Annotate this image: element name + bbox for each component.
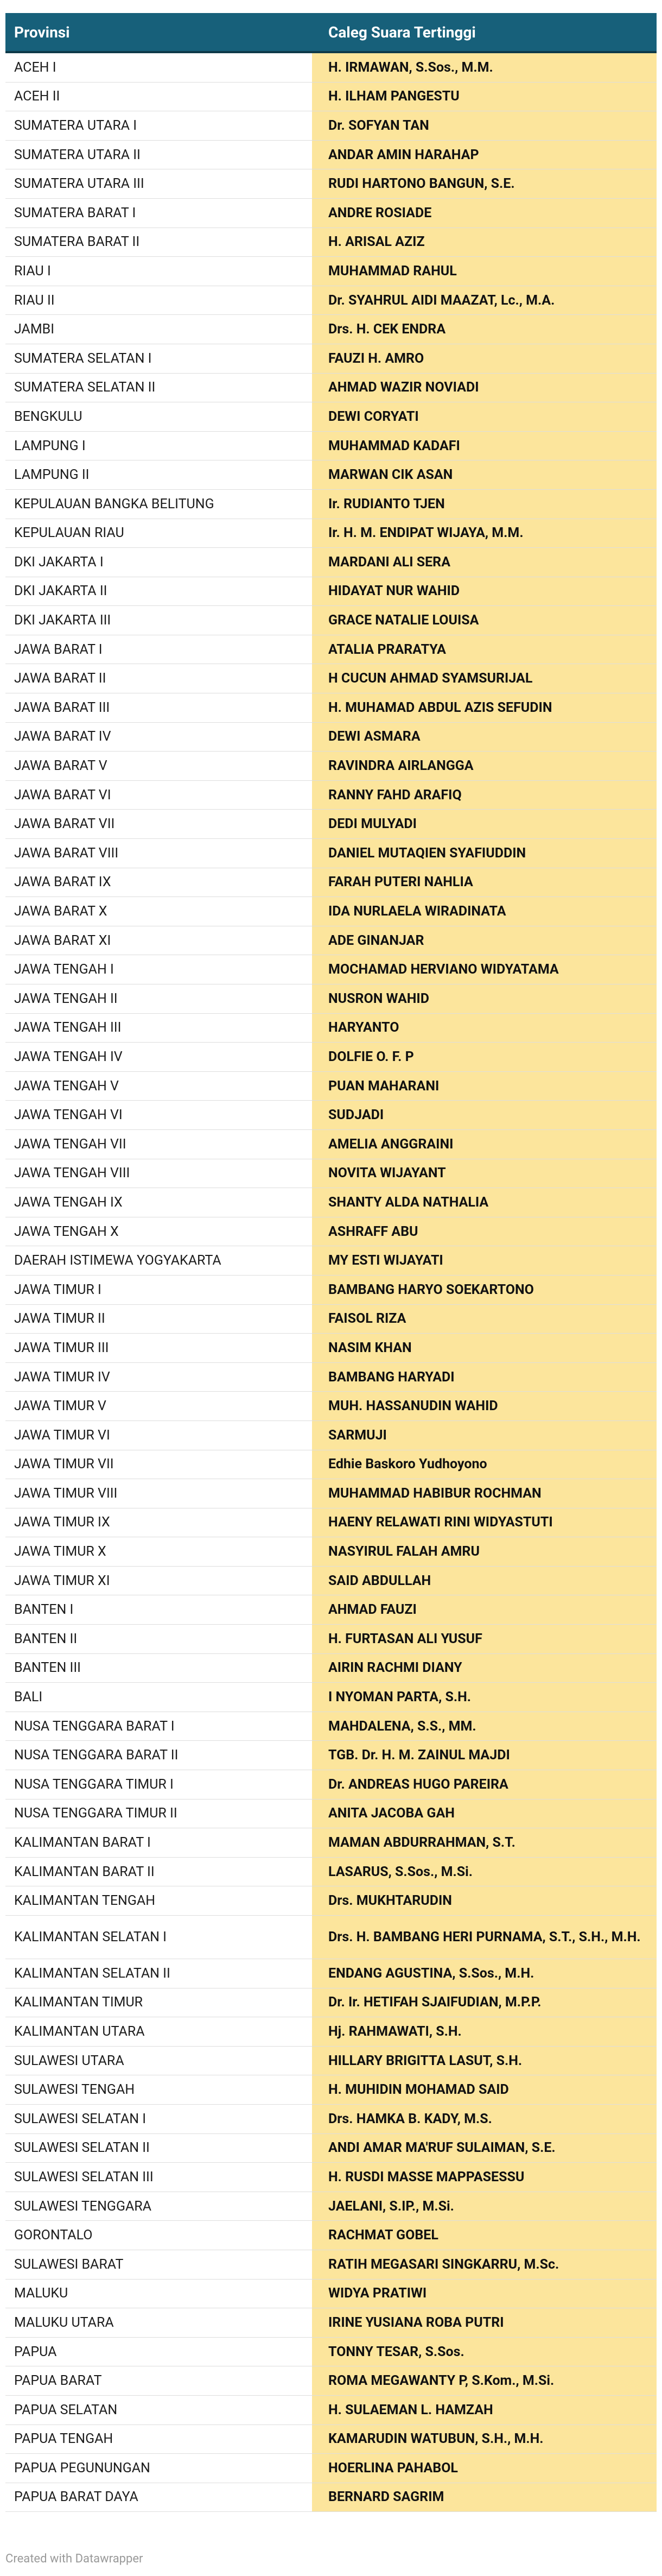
candidate-cell: MUHAMMAD KADAFI	[312, 432, 657, 460]
table-row	[5, 2134, 657, 2163]
table-row	[5, 1858, 657, 1887]
candidate-cell: MY ESTI WIJAYATI	[312, 1246, 657, 1275]
province-cell: JAWA TENGAH IX	[14, 1194, 123, 1210]
candidate-cell: SAID ABDULLAH	[312, 1567, 657, 1595]
province-cell: SULAWESI SELATAN I	[14, 2111, 147, 2127]
table-row	[5, 897, 657, 926]
province-cell: BANTEN II	[14, 1631, 78, 1647]
table-row	[5, 1421, 657, 1450]
candidate-cell: H. IRMAWAN, S.Sos., M.M.	[312, 53, 657, 82]
table-row	[5, 926, 657, 956]
candidate-cell: JAELANI, S.IP., M.Si.	[312, 2192, 657, 2221]
province-cell: JAWA TENGAH VII	[14, 1136, 126, 1152]
candidate-cell: TONNY TESAR, S.Sos.	[312, 2338, 657, 2366]
province-cell: JAWA TENGAH II	[14, 990, 118, 1007]
candidate-cell: Edhie Baskoro Yudhoyono	[312, 1450, 657, 1479]
table-row	[5, 1188, 657, 1217]
province-cell: KALIMANTAN UTARA	[14, 2023, 145, 2040]
province-cell: LAMPUNG I	[14, 438, 86, 454]
province-cell: JAWA TIMUR IX	[14, 1514, 110, 1531]
candidate-cell: NASIM KHAN	[312, 1334, 657, 1362]
table-row	[5, 548, 657, 577]
table-row	[5, 2454, 657, 2483]
table-row	[5, 2075, 657, 2105]
table-row	[5, 460, 657, 490]
province-cell: BANTEN I	[14, 1602, 74, 1618]
province-cell: SUMATERA UTARA III	[14, 176, 144, 192]
candidate-cell: AHMAD FAUZI	[312, 1595, 657, 1624]
candidate-cell: DEWI CORYATI	[312, 402, 657, 431]
table-row	[5, 1988, 657, 2018]
candidate-cell: H. ARISAL AZIZ	[312, 228, 657, 257]
province-cell: JAWA TIMUR VI	[14, 1427, 110, 1443]
province-cell: JAWA BARAT VI	[14, 787, 111, 803]
candidate-cell: H. SULAEMAN L. HAMZAH	[312, 2396, 657, 2425]
table-row	[5, 1246, 657, 1276]
province-cell: BANTEN III	[14, 1660, 81, 1676]
candidate-cell: H. FURTASAN ALI YUSUF	[312, 1625, 657, 1653]
province-cell: JAMBI	[14, 321, 55, 338]
table-row	[5, 141, 657, 170]
province-cell: JAWA TIMUR VII	[14, 1456, 114, 1473]
candidate-cell: MUHAMMAD HABIBUR ROCHMAN	[312, 1479, 657, 1508]
province-cell: KALIMANTAN SELATAN II	[14, 1965, 170, 1981]
candidate-cell: IDA NURLAELA WIRADINATA	[312, 897, 657, 926]
candidate-cell: H. RUSDI MASSE MAPPASESSU	[312, 2163, 657, 2192]
candidate-cell: MUHAMMAD RAHUL	[312, 257, 657, 286]
results-table	[5, 13, 657, 2512]
province-cell: NUSA TENGGARA TIMUR I	[14, 1776, 174, 1792]
candidate-cell: RAVINDRA AIRLANGGA	[312, 752, 657, 780]
table-row	[5, 1334, 657, 1363]
candidate-cell: ANDI AMAR MA'RUF SULAIMAN, S.E.	[312, 2134, 657, 2163]
candidate-cell: Dr. SOFYAN TAN	[312, 111, 657, 140]
province-cell: JAWA TIMUR VIII	[14, 1485, 118, 1501]
province-cell: JAWA TENGAH X	[14, 1223, 119, 1240]
candidate-cell: ADE GINANJAR	[312, 926, 657, 955]
province-cell: JAWA TENGAH IV	[14, 1049, 123, 1065]
table-row	[5, 2396, 657, 2425]
table-row	[5, 955, 657, 984]
province-cell: ACEH I	[14, 59, 56, 75]
candidate-cell: AIRIN RACHMI DIANY	[312, 1654, 657, 1683]
province-cell: DKI JAKARTA I	[14, 554, 104, 570]
table-row	[5, 693, 657, 723]
province-cell: JAWA BARAT VII	[14, 816, 115, 832]
province-cell: KEPULAUAN BANGKA BELITUNG	[14, 496, 214, 512]
table-body	[5, 53, 657, 2512]
province-cell: BALI	[14, 1689, 43, 1706]
table-row	[5, 1130, 657, 1159]
candidate-cell: FARAH PUTERI NAHLIA	[312, 868, 657, 897]
candidate-cell: ROMA MEGAWANTY P, S.Kom., M.Si.	[312, 2366, 657, 2395]
candidate-cell: ASHRAFF ABU	[312, 1217, 657, 1246]
table-row	[5, 2425, 657, 2454]
province-cell: JAWA TIMUR V	[14, 1398, 106, 1415]
candidate-cell: SARMUJI	[312, 1421, 657, 1450]
table-row	[5, 1654, 657, 1683]
province-cell: JAWA BARAT II	[14, 671, 106, 687]
province-cell: PAPUA TENGAH	[14, 2431, 113, 2447]
candidate-cell: AHMAD WAZIR NOVIADI	[312, 374, 657, 402]
candidate-cell: DOLFIE O. F. P	[312, 1043, 657, 1071]
table-row	[5, 2221, 657, 2250]
province-cell: KALIMANTAN SELATAN I	[14, 1929, 167, 1945]
table-row	[5, 402, 657, 432]
province-cell: PAPUA	[14, 2344, 57, 2360]
table-row	[5, 432, 657, 461]
table-row	[5, 490, 657, 519]
province-cell: SUMATERA BARAT I	[14, 205, 136, 221]
province-cell: MALUKU UTARA	[14, 2314, 114, 2331]
table-row	[5, 519, 657, 548]
candidate-cell: Drs. MUKHTARUDIN	[312, 1886, 657, 1915]
candidate-cell: PUAN MAHARANI	[312, 1072, 657, 1101]
province-cell: JAWA BARAT IX	[14, 874, 111, 891]
table-row	[5, 53, 657, 83]
candidate-cell: RUDI HARTONO BANGUN, S.E.	[312, 169, 657, 198]
candidate-cell: BAMBANG HARYO SOEKARTONO	[312, 1276, 657, 1304]
province-cell: RIAU II	[14, 292, 55, 308]
province-cell: NUSA TENGGARA BARAT II	[14, 1747, 179, 1764]
table-header	[5, 13, 657, 53]
province-cell: DKI JAKARTA II	[14, 583, 107, 599]
table-row	[5, 2483, 657, 2512]
province-cell: SUMATERA UTARA I	[14, 117, 137, 134]
province-cell: NUSA TENGGARA BARAT I	[14, 1718, 175, 1734]
candidate-cell: HAENY RELAWATI RINI WIDYASTUTI	[312, 1508, 657, 1537]
province-cell: SULAWESI TENGGARA	[14, 2198, 152, 2214]
province-cell: KALIMANTAN TIMUR	[14, 1994, 143, 2011]
table-row	[5, 606, 657, 635]
province-cell: KALIMANTAN TENGAH	[14, 1893, 156, 1909]
table-row	[5, 169, 657, 199]
table-row	[5, 2047, 657, 2076]
candidate-cell: BERNARD SAGRIM	[312, 2483, 657, 2512]
province-cell: SULAWESI UTARA	[14, 2053, 124, 2069]
province-cell: PAPUA PEGUNUNGAN	[14, 2460, 150, 2476]
table-row	[5, 635, 657, 665]
candidate-cell: DEDI MULYADI	[312, 810, 657, 838]
province-cell: JAWA BARAT IV	[14, 729, 111, 745]
candidate-cell: Ir. RUDIANTO TJEN	[312, 490, 657, 519]
table-row	[5, 723, 657, 752]
table-row	[5, 868, 657, 898]
candidate-cell: MARDANI ALI SERA	[312, 548, 657, 577]
candidate-cell: RATIH MEGASARI SINGKARRU, M.Sc.	[312, 2250, 657, 2279]
table-row	[5, 1712, 657, 1741]
table-row	[5, 2163, 657, 2192]
table-row	[5, 1828, 657, 1858]
candidate-cell: MAHDALENA, S.S., MM.	[312, 1712, 657, 1741]
province-cell: SULAWESI SELATAN III	[14, 2169, 154, 2185]
candidate-cell: HIDAYAT NUR WAHID	[312, 577, 657, 606]
table-row	[5, 1479, 657, 1508]
province-cell: NUSA TENGGARA TIMUR II	[14, 1805, 177, 1822]
candidate-cell: H. MUHIDIN MOHAMAD SAID	[312, 2075, 657, 2104]
province-cell: PAPUA BARAT	[14, 2373, 102, 2389]
candidate-cell: GRACE NATALIE LOUISA	[312, 606, 657, 635]
table-row	[5, 1625, 657, 1654]
table-row	[5, 1741, 657, 1770]
province-cell: JAWA TIMUR X	[14, 1544, 106, 1560]
candidate-cell: AMELIA ANGGRAINI	[312, 1130, 657, 1159]
candidate-cell: ANDRE ROSIADE	[312, 199, 657, 228]
table-row	[5, 2338, 657, 2367]
table-row	[5, 1770, 657, 1800]
candidate-cell: MUH. HASSANUDIN WAHID	[312, 1392, 657, 1420]
table-row	[5, 577, 657, 607]
table-row	[5, 344, 657, 374]
table-row	[5, 1508, 657, 1538]
province-cell: JAWA BARAT I	[14, 641, 103, 658]
candidate-cell: LASARUS, S.Sos., M.Si.	[312, 1858, 657, 1886]
table-row	[5, 781, 657, 810]
table-row	[5, 1886, 657, 1916]
header-caleg[interactable]: Caleg Suara Tertinggi	[328, 23, 476, 41]
province-cell: JAWA BARAT III	[14, 699, 110, 716]
table-row	[5, 1683, 657, 1712]
province-cell: SULAWESI BARAT	[14, 2256, 124, 2272]
province-cell: JAWA TENGAH V	[14, 1078, 119, 1094]
table-row	[5, 1043, 657, 1072]
table-row	[5, 374, 657, 403]
candidate-cell: H. MUHAMAD ABDUL AZIS SEFUDIN	[312, 693, 657, 722]
table-row	[5, 83, 657, 112]
province-cell: KALIMANTAN BARAT I	[14, 1835, 151, 1851]
province-cell: JAWA TENGAH VI	[14, 1107, 123, 1123]
province-cell: PAPUA BARAT DAYA	[14, 2489, 138, 2505]
table-row	[5, 984, 657, 1014]
table-row	[5, 1959, 657, 1988]
candidate-cell: SHANTY ALDA NATHALIA	[312, 1188, 657, 1217]
table-row	[5, 1595, 657, 1625]
table-row	[5, 286, 657, 315]
candidate-cell: DEWI ASMARA	[312, 723, 657, 752]
province-cell: PAPUA SELATAN	[14, 2402, 118, 2418]
table-row	[5, 1800, 657, 1829]
table-row	[5, 2250, 657, 2280]
table-row	[5, 1014, 657, 1043]
table-row	[5, 199, 657, 228]
province-cell: JAWA BARAT VIII	[14, 845, 119, 861]
province-cell: JAWA BARAT X	[14, 904, 107, 920]
candidate-cell: FAUZI H. AMRO	[312, 344, 657, 373]
province-cell: SULAWESI TENGAH	[14, 2082, 135, 2098]
table-row	[5, 228, 657, 257]
table-row	[5, 1305, 657, 1334]
province-cell: JAWA TENGAH I	[14, 962, 114, 978]
table-row	[5, 1450, 657, 1480]
table-row	[5, 257, 657, 286]
header-provinsi[interactable]: Provinsi	[14, 23, 70, 41]
candidate-cell: I NYOMAN PARTA, S.H.	[312, 1683, 657, 1712]
table-row	[5, 1363, 657, 1392]
candidate-cell: Dr. ANDREAS HUGO PAREIRA	[312, 1770, 657, 1799]
table-row	[5, 2280, 657, 2309]
candidate-cell: MAMAN ABDURRAHMAN, S.T.	[312, 1828, 657, 1857]
candidate-cell: IRINE YUSIANA ROBA PUTRI	[312, 2308, 657, 2337]
province-cell: SUMATERA BARAT II	[14, 234, 140, 250]
candidate-cell: HARYANTO	[312, 1014, 657, 1043]
table-row	[5, 1217, 657, 1247]
province-cell: JAWA TENGAH VIII	[14, 1165, 130, 1182]
table-row	[5, 1159, 657, 1189]
candidate-cell: TGB. Dr. H. M. ZAINUL MAJDI	[312, 1741, 657, 1770]
candidate-cell: RANNY FAHD ARAFIQ	[312, 781, 657, 810]
candidate-cell: HOERLINA PAHABOL	[312, 2454, 657, 2483]
candidate-cell: NOVITA WIJAYANT	[312, 1159, 657, 1188]
table-row	[5, 1567, 657, 1596]
table-row	[5, 2192, 657, 2221]
province-cell: RIAU I	[14, 263, 51, 279]
table-row	[5, 1101, 657, 1130]
province-cell: DAERAH ISTIMEWA YOGYAKARTA	[14, 1253, 221, 1269]
table-row	[5, 752, 657, 781]
table-row	[5, 2105, 657, 2134]
province-cell: SUMATERA SELATAN II	[14, 380, 156, 396]
table-row	[5, 664, 657, 693]
table-row	[5, 1392, 657, 1421]
candidate-cell: Drs. H. CEK ENDRA	[312, 315, 657, 344]
province-cell: BENGKULU	[14, 408, 82, 425]
candidate-cell: ENDANG AGUSTINA, S.Sos., M.H.	[312, 1959, 657, 1988]
table-row	[5, 1537, 657, 1567]
province-cell: SUMATERA UTARA II	[14, 147, 141, 163]
candidate-cell: WIDYA PRATIWI	[312, 2280, 657, 2308]
candidate-cell: Drs. HAMKA B. KADY, M.S.	[312, 2105, 657, 2133]
province-cell: SULAWESI SELATAN II	[14, 2140, 150, 2156]
province-cell: JAWA TIMUR III	[14, 1340, 109, 1356]
candidate-cell: Hj. RAHMAWATI, S.H.	[312, 2017, 657, 2046]
province-cell: JAWA TENGAH III	[14, 1020, 122, 1036]
candidate-cell: BAMBANG HARYADI	[312, 1363, 657, 1392]
province-cell: JAWA BARAT V	[14, 758, 107, 774]
candidate-cell: ANDAR AMIN HARAHAP	[312, 141, 657, 169]
table-row	[5, 315, 657, 344]
province-cell: KALIMANTAN BARAT II	[14, 1864, 155, 1880]
province-cell: KEPULAUAN RIAU	[14, 525, 124, 541]
table-row	[5, 1276, 657, 1305]
candidate-cell: RACHMAT GOBEL	[312, 2221, 657, 2250]
candidate-cell: DANIEL MUTAQIEN SYAFIUDDIN	[312, 839, 657, 868]
table-row	[5, 839, 657, 868]
candidate-cell: Drs. H. BAMBANG HERI PURNAMA, S.T., S.H., M.H.	[312, 1916, 657, 1959]
candidate-cell: MARWAN CIK ASAN	[312, 460, 657, 489]
candidate-cell: ATALIA PRARATYA	[312, 635, 657, 664]
candidate-cell: MOCHAMAD HERVIANO WIDYATAMA	[312, 955, 657, 984]
candidate-cell: H CUCUN AHMAD SYAMSURIJAL	[312, 664, 657, 693]
province-cell: ACEH II	[14, 89, 60, 105]
candidate-cell: SUDJADI	[312, 1101, 657, 1129]
candidate-cell: NASYIRUL FALAH AMRU	[312, 1537, 657, 1566]
province-cell: JAWA BARAT XI	[14, 932, 111, 949]
candidate-cell: FAISOL RIZA	[312, 1305, 657, 1334]
province-cell: JAWA TIMUR IV	[14, 1369, 110, 1385]
table-row	[5, 2308, 657, 2338]
table-row	[5, 1916, 657, 1959]
candidate-cell: ANITA JACOBA GAH	[312, 1800, 657, 1828]
province-cell: MALUKU	[14, 2285, 68, 2302]
candidate-cell: KAMARUDIN WATUBUN, S.H., M.H.	[312, 2425, 657, 2454]
candidate-cell: Ir. H. M. ENDIPAT WIJAYA, M.M.	[312, 519, 657, 548]
table-row	[5, 2017, 657, 2047]
table-row	[5, 1072, 657, 1101]
candidate-cell: HILLARY BRIGITTA LASUT, S.H.	[312, 2047, 657, 2075]
candidate-cell: Dr. Ir. HETIFAH SJAIFUDIAN, M.P.P.	[312, 1988, 657, 2017]
province-cell: JAWA TIMUR XI	[14, 1573, 110, 1589]
province-cell: GORONTALO	[14, 2227, 93, 2244]
datawrapper-credit[interactable]: Created with Datawrapper	[5, 2552, 143, 2566]
table-row	[5, 111, 657, 141]
candidate-cell: Dr. SYAHRUL AIDI MAAZAT, Lc., M.A.	[312, 286, 657, 315]
candidate-cell: H. ILHAM PANGESTU	[312, 83, 657, 111]
province-cell: JAWA TIMUR II	[14, 1311, 105, 1327]
province-cell: DKI JAKARTA III	[14, 613, 111, 629]
candidate-cell: NUSRON WAHID	[312, 984, 657, 1013]
table-row	[5, 2366, 657, 2396]
province-cell: SUMATERA SELATAN I	[14, 350, 152, 367]
province-cell: JAWA TIMUR I	[14, 1281, 101, 1298]
table-row	[5, 810, 657, 839]
province-cell: LAMPUNG II	[14, 467, 90, 483]
